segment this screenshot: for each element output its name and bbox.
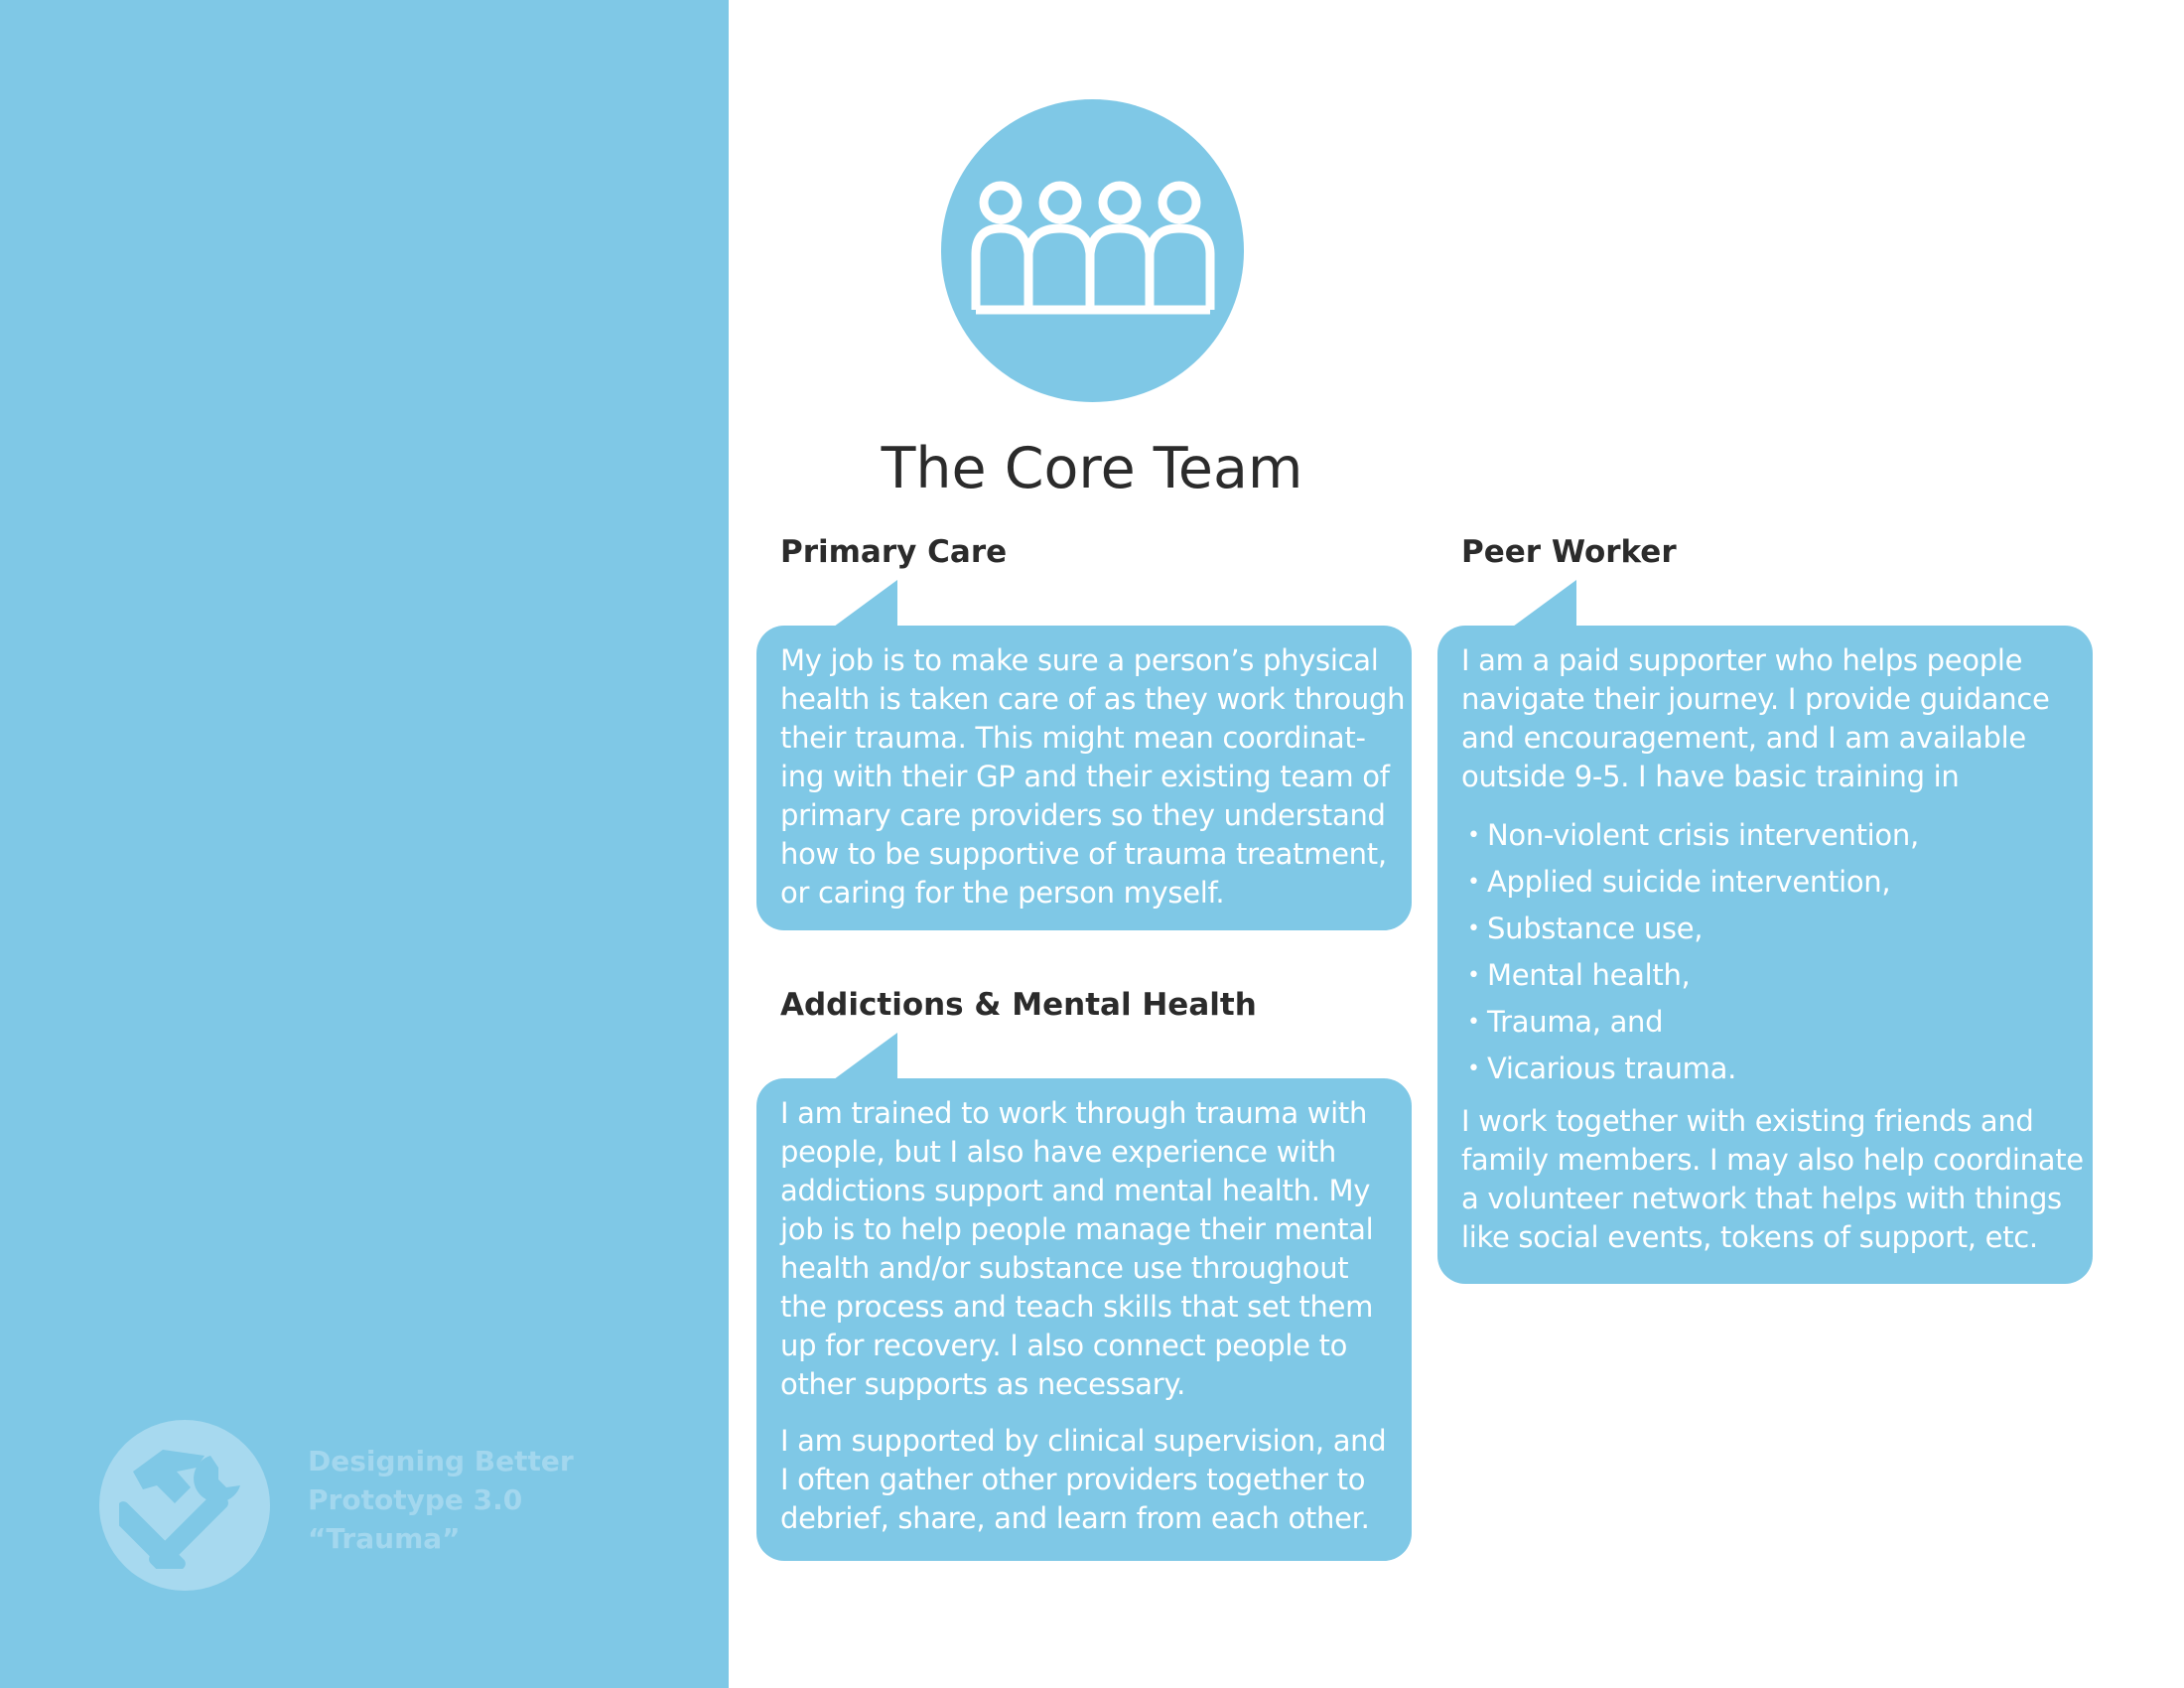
brand-logo	[99, 1420, 655, 1594]
training-list	[1461, 812, 2071, 1092]
list-item	[1467, 1046, 2071, 1092]
addictions-paragraph-1	[780, 1094, 1390, 1404]
text-line: ing with their GP and their existing team of	[780, 760, 1390, 793]
bullet-icon: •	[1467, 1010, 1480, 1035]
bullet-icon: •	[1467, 916, 1480, 941]
text-line: job is to help people manage their mental	[780, 1212, 1374, 1246]
text-line: and encouragement, and I am available	[1461, 721, 2026, 755]
list-item	[1467, 812, 2071, 859]
addictions-heading: Addictions & Mental Health	[780, 987, 1257, 1023]
primary-care-heading: Primary Care	[780, 534, 1008, 570]
text-line: I am supported by clinical supervision, and	[780, 1424, 1387, 1458]
list-item-text: Trauma, and	[1487, 1005, 1664, 1039]
hammer-wrench-icon	[119, 1442, 250, 1569]
bullet-icon: •	[1467, 963, 1480, 988]
sidebar-panel	[0, 0, 729, 1688]
bullet-icon: •	[1467, 1056, 1480, 1081]
brand-circle	[99, 1420, 270, 1591]
brand-line: Designing Better	[308, 1445, 574, 1477]
text-line: their trauma. This might mean coordinat-	[780, 721, 1366, 755]
text-line: or caring for the person myself.	[780, 876, 1225, 910]
brand-text	[308, 1442, 665, 1558]
list-item	[1467, 999, 2071, 1046]
text-line: I work together with existing friends and	[1461, 1104, 2034, 1138]
primary-care-bubble-tail	[830, 580, 899, 632]
page-title: The Core Team	[881, 436, 1303, 501]
team-icon-circle	[941, 99, 1244, 402]
text-line: people, but I also have experience with	[780, 1135, 1336, 1169]
peer-worker-bubble-tail	[1509, 580, 1578, 632]
text-line: navigate their journey. I provide guidance	[1461, 682, 2050, 716]
text-line: I often gather other providers together to	[780, 1463, 1366, 1496]
text-line: My job is to make sure a person’s physical	[780, 643, 1379, 677]
text-line: the process and teach skills that set them	[780, 1290, 1374, 1324]
text-line: debrief, share, and learn from each other.	[780, 1501, 1370, 1535]
peer-worker-bubble	[1437, 626, 2093, 1284]
bullet-icon: •	[1467, 870, 1480, 895]
text-line: health and/or substance use throughout	[780, 1251, 1349, 1285]
text-line: health is taken care of as they work through	[780, 682, 1406, 716]
text-line: outside 9-5. I have basic training in	[1461, 760, 1960, 793]
addictions-paragraph-2	[780, 1422, 1390, 1538]
text-line: like social events, tokens of support, etc.	[1461, 1220, 2038, 1254]
list-item-text: Mental health,	[1487, 958, 1691, 992]
addictions-bubble-tail	[830, 1033, 899, 1084]
brand-line: Prototype 3.0	[308, 1483, 523, 1516]
text-line: a volunteer network that helps with things	[1461, 1182, 2062, 1215]
peer-worker-intro	[1461, 641, 2071, 796]
peer-worker-heading: Peer Worker	[1461, 534, 1677, 570]
list-item	[1467, 952, 2071, 999]
list-item-text: Non-violent crisis intervention,	[1487, 818, 1919, 852]
team-people-icon	[971, 179, 1215, 328]
bullet-icon: •	[1467, 823, 1480, 848]
brand-line: “Trauma”	[308, 1522, 461, 1555]
text-line: I am trained to work through trauma with	[780, 1096, 1368, 1130]
list-item	[1467, 906, 2071, 952]
text-line: primary care providers so they understand	[780, 798, 1386, 832]
peer-worker-outro	[1461, 1102, 2084, 1257]
text-line: how to be supportive of trauma treatment,	[780, 837, 1387, 871]
text-line: I am a paid supporter who helps people	[1461, 643, 2023, 677]
addictions-bubble	[756, 1078, 1412, 1561]
list-item-text: Applied suicide intervention,	[1487, 865, 1891, 899]
text-line: addictions support and mental health. My	[780, 1174, 1371, 1207]
text-line: up for recovery. I also connect people to	[780, 1329, 1348, 1362]
text-line: family members. I may also help coordinate	[1461, 1143, 2084, 1177]
list-item-text: Substance use,	[1487, 912, 1704, 945]
text-line: other supports as necessary.	[780, 1367, 1186, 1401]
list-item	[1467, 859, 2071, 906]
primary-care-bubble	[756, 626, 1412, 930]
list-item-text: Vicarious trauma.	[1487, 1052, 1736, 1085]
